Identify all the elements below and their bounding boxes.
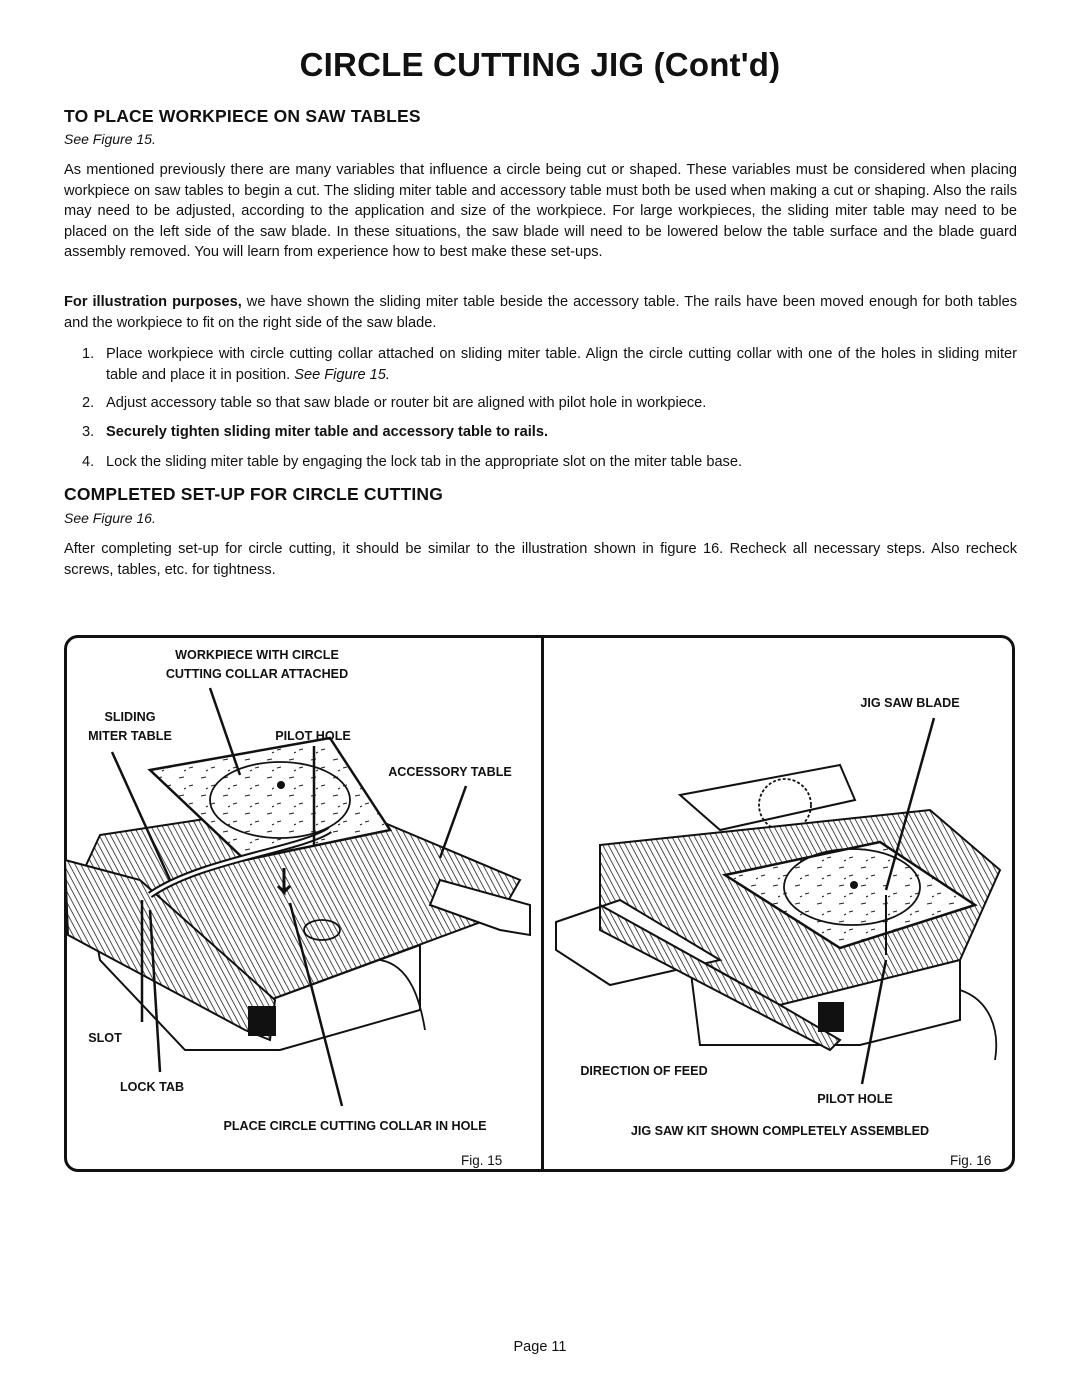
fig15-caption: Fig. 15	[461, 1153, 503, 1168]
fig15-label-workpiece-line2: CUTTING COLLAR ATTACHED	[165, 667, 349, 681]
paragraph-variables: As mentioned previously there are many variables that influence a circle being cut or shaped. These variables must be considered when placing workpiece on saw tables to begin a cut. The sliding miter table and accessory table must both be used when making a cut or shaping. Also the rails may need to be adjusted, according to the application and size of the workpiece. For large workpieces, the sliding miter table may need to be placed on the left side of the saw blade. In these situations, the saw blade will need to be lowered below the table surface and the blade guard assembly removed. You will learn from experience how to best make these set-ups.	[64, 162, 1017, 261]
fig15-label-place-collar: PLACE CIRCLE CUTTING COLLAR IN HOLE	[223, 1119, 487, 1133]
fig15-label-miter-table: MITER TABLE	[88, 729, 172, 743]
step-figure-ref: See Figure 15.	[294, 366, 390, 383]
fig16-label-pilot-hole: PILOT HOLE	[817, 1092, 893, 1106]
paragraph-rest: we have shown the sliding miter table beside the accessory table. The rails have been moved enough for both tables and the workpiece to fit on the right side of the saw blade.	[64, 294, 1017, 331]
fig15-drawing	[65, 688, 530, 1106]
fig16-caption: Fig. 16	[950, 1153, 992, 1168]
fig15-center-dot	[277, 781, 285, 789]
section-heading-completed-setup: COMPLETED SET-UP FOR CIRCLE CUTTING	[64, 484, 444, 504]
fig15-label-lock-tab: LOCK TAB	[119, 1080, 185, 1094]
fig16-cord	[960, 990, 996, 1060]
step-number: 2.	[82, 395, 95, 412]
page-title: CIRCLE CUTTING JIG (Cont'd)	[299, 46, 781, 83]
fig16-label-direction-of-feed: DIRECTION OF FEED	[580, 1064, 708, 1078]
see-figure-15-note: See Figure 15.	[64, 131, 156, 147]
step-number: 1.	[82, 346, 95, 362]
fig15-label-slot: SLOT	[88, 1031, 122, 1045]
paragraph-completed-setup: After completing set-up for circle cutting, it should be similar to the illustration shown in figure 16. Recheck all necessary steps. Also recheck screws, tables, etc. for tightness.	[64, 541, 1017, 578]
paragraph-lead-bold: For illustration purposes,	[64, 294, 242, 310]
fig15-label-workpiece-line1: WORKPIECE WITH CIRCLE	[175, 648, 339, 662]
fig16-center-dot	[850, 881, 858, 889]
step-text: Adjust accessory table so that saw blade or router bit are aligned with pilot hole in workpiece.	[106, 395, 707, 412]
see-figure-16-note: See Figure 16.	[64, 510, 156, 526]
fig15-knob	[248, 1006, 276, 1036]
fig15-leader-accessory	[440, 786, 466, 858]
fig16-label-kit-assembled: JIG SAW KIT SHOWN COMPLETELY ASSEMBLED	[630, 1124, 930, 1138]
fig16-label-jig-saw-blade: JIG SAW BLADE	[860, 696, 960, 710]
section-heading-place-workpiece: TO PLACE WORKPIECE ON SAW TABLES	[64, 106, 421, 126]
step-number: 3.	[82, 423, 95, 440]
fig15-label-sliding: SLIDING	[104, 710, 156, 724]
fig16-drawing	[556, 718, 1000, 1084]
fig16-knob	[818, 1002, 844, 1032]
step-text: Place workpiece with circle cutting collar attached on sliding miter table. Align the circle cutting collar with one of the holes in sliding miter table and place it in position.	[106, 346, 1017, 383]
page-number: Page 11	[513, 1339, 567, 1355]
step-text: Securely tighten sliding miter table and accessory table to rails.	[106, 423, 549, 440]
step-number: 4.	[82, 454, 95, 471]
fig15-label-pilot-hole: PILOT HOLE	[275, 729, 351, 743]
step-text: Lock the sliding miter table by engaging the lock tab in the appropriate slot on the miter table base.	[106, 454, 743, 471]
fig15-label-accessory-table: ACCESSORY TABLE	[388, 765, 512, 779]
